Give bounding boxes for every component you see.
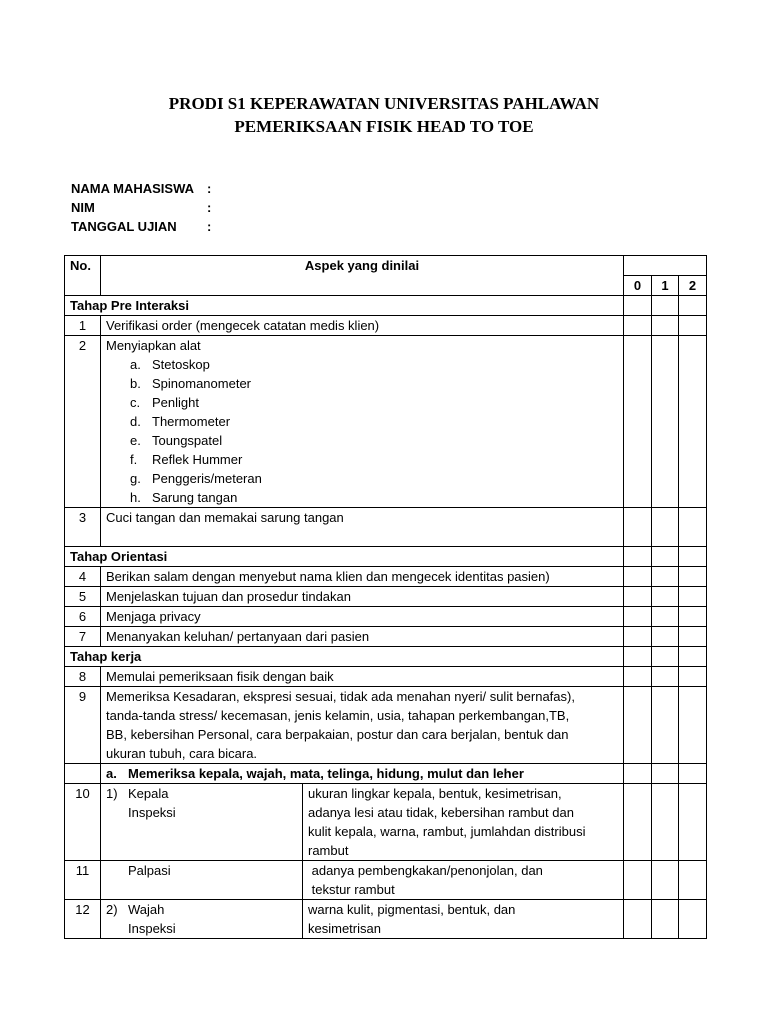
row-number: 4 — [65, 567, 101, 587]
score-cell[interactable] — [679, 336, 707, 508]
score-cell[interactable] — [652, 861, 679, 900]
row-number: 5 — [65, 587, 101, 607]
table-row — [65, 861, 707, 900]
score-cell[interactable] — [652, 587, 679, 607]
student-name-field: NAMA MAHASISWA : — [71, 181, 212, 196]
score-cell[interactable] — [652, 687, 679, 764]
row-number: 6 — [65, 607, 101, 627]
table-row — [65, 587, 707, 607]
score-cell[interactable] — [624, 547, 652, 567]
equipment-item: g. Penggeris/meteran — [130, 471, 262, 486]
score-header-top — [624, 256, 707, 276]
subsection-row — [65, 764, 707, 784]
score-cell[interactable] — [624, 508, 652, 547]
row-aspect: Berikan salam dengan menyebut nama klien dan mengecek identitas pasien) — [101, 567, 624, 587]
row-aspect: Memulai pemeriksaan fisik dengan baik — [101, 667, 624, 687]
row-number: 2 — [65, 336, 101, 508]
score-cell[interactable] — [652, 784, 679, 861]
student-name-label: NAMA MAHASISWA — [71, 181, 195, 196]
score-cell[interactable] — [624, 861, 652, 900]
equipment-heading: Menyiapkan alat — [106, 338, 201, 353]
score-cell[interactable] — [679, 764, 707, 784]
equipment-item: c. Penlight — [130, 395, 199, 410]
equipment-item: h. Sarung tangan — [130, 490, 238, 505]
table-row — [65, 336, 707, 508]
score-cell[interactable] — [624, 784, 652, 861]
score-cell[interactable] — [679, 627, 707, 647]
row-number: 8 — [65, 667, 101, 687]
score-cell[interactable] — [624, 607, 652, 627]
row-number: 10 — [65, 784, 101, 861]
score-cell[interactable] — [624, 900, 652, 939]
section-pre-interaksi: Tahap Pre Interaksi — [65, 296, 624, 316]
score-cell[interactable] — [652, 627, 679, 647]
score-cell[interactable] — [679, 296, 707, 316]
table-row — [65, 567, 707, 587]
row-number: 11 — [65, 861, 101, 900]
equipment-item: d. Thermometer — [130, 414, 231, 429]
score-cell[interactable] — [624, 647, 652, 667]
row-aspect: Verifikasi order (mengecek catatan medis klien) — [101, 316, 624, 336]
row-aspect: Cuci tangan dan memakai sarung tangan — [101, 508, 624, 547]
nim-field: NIM : — [71, 200, 212, 215]
score-cell[interactable] — [652, 547, 679, 567]
equipment-item: f. Reflek Hummer — [130, 452, 243, 467]
score-cell[interactable] — [624, 667, 652, 687]
row-number — [65, 764, 101, 784]
score-cell[interactable] — [652, 647, 679, 667]
score-0-header: 0 — [624, 276, 652, 296]
score-cell[interactable] — [624, 764, 652, 784]
exam-date-label: TANGGAL UJIAN — [71, 219, 177, 234]
equipment-item: b. Spinomanometer — [130, 376, 251, 391]
table-row — [65, 607, 707, 627]
score-cell[interactable] — [679, 667, 707, 687]
score-cell[interactable] — [679, 784, 707, 861]
row-aspect-title: 2) Wajah Inspeksi — [101, 900, 303, 939]
score-cell[interactable] — [624, 336, 652, 508]
equipment-item: e. Toungspatel — [130, 433, 223, 448]
score-cell[interactable] — [624, 587, 652, 607]
row-number: 3 — [65, 508, 101, 547]
table-row — [65, 627, 707, 647]
score-cell[interactable] — [652, 900, 679, 939]
score-cell[interactable] — [652, 508, 679, 547]
score-cell[interactable] — [652, 667, 679, 687]
score-cell[interactable] — [624, 296, 652, 316]
score-cell[interactable] — [624, 316, 652, 336]
row-aspect-title: 1) Kepala Inspeksi — [101, 784, 303, 861]
score-cell[interactable] — [679, 647, 707, 667]
nim-label: NIM — [71, 200, 95, 215]
score-cell[interactable] — [679, 316, 707, 336]
row-aspect: Menjelaskan tujuan dan prosedur tindakan — [101, 587, 624, 607]
score-cell[interactable] — [652, 607, 679, 627]
section-orientasi: Tahap Orientasi — [65, 547, 624, 567]
section-kerja: Tahap kerja — [65, 647, 624, 667]
table-row — [65, 687, 707, 764]
table-row — [65, 900, 707, 939]
table-row — [65, 667, 707, 687]
score-cell[interactable] — [652, 316, 679, 336]
row-number: 12 — [65, 900, 101, 939]
score-2-header: 2 — [679, 276, 707, 296]
score-cell[interactable] — [679, 861, 707, 900]
score-cell[interactable] — [652, 296, 679, 316]
section-row — [65, 296, 707, 316]
score-cell[interactable] — [679, 547, 707, 567]
table-row — [65, 508, 707, 547]
row-aspect: Menanyakan keluhan/ pertanyaan dari pasien — [101, 627, 624, 647]
score-cell[interactable] — [679, 900, 707, 939]
assessment-table — [64, 255, 707, 939]
score-cell[interactable] — [652, 764, 679, 784]
score-cell[interactable] — [624, 687, 652, 764]
table-row — [65, 316, 707, 336]
score-cell[interactable] — [679, 567, 707, 587]
row-number: 7 — [65, 627, 101, 647]
section-row — [65, 647, 707, 667]
score-1-header: 1 — [652, 276, 679, 296]
score-cell[interactable] — [652, 336, 679, 508]
row-aspect: Menjaga privacy — [101, 607, 624, 627]
row-number: 1 — [65, 316, 101, 336]
col-aspect-header: Aspek yang dinilai — [101, 256, 624, 296]
score-cell[interactable] — [679, 687, 707, 764]
row-number: 9 — [65, 687, 101, 764]
score-cell[interactable] — [624, 627, 652, 647]
score-cell[interactable] — [679, 607, 707, 627]
row-aspect-title: Palpasi — [101, 861, 303, 900]
score-cell[interactable] — [679, 587, 707, 607]
row-aspect: Memeriksa Kesadaran, ekspresi sesuai, tidak ada menahan nyeri/ sulit bernafas), tanda-tanda stress/ kecemasan, jenis kelamin, usia, tahapan perkembangan,TB, BB, kebersihan Personal, cara berpakaian, postur dan cara berjalan, bentuk dan ukuran tubuh, cara bicara. — [101, 687, 624, 764]
section-row — [65, 547, 707, 567]
score-cell[interactable] — [679, 508, 707, 547]
exam-date-field: TANGGAL UJIAN : — [71, 219, 212, 234]
table-row — [65, 784, 707, 861]
col-no-header: No. — [65, 256, 101, 296]
row-aspect — [101, 336, 624, 508]
score-cell[interactable] — [624, 567, 652, 587]
table-header-row — [65, 256, 707, 276]
row-aspect-description: ukuran lingkar kepala, bentuk, kesimetrisan, adanya lesi atau tidak, kebersihan rambut dan kulit kepala, warna, rambut, jumlahdan distribusi rambut — [303, 784, 624, 861]
subsection-heading: a. Memeriksa kepala, wajah, mata, telinga, hidung, mulut dan leher — [101, 764, 624, 784]
equipment-item: a. Stetoskop — [130, 357, 210, 372]
score-cell[interactable] — [652, 567, 679, 587]
row-aspect-description: warna kulit, pigmentasi, bentuk, dan kesimetrisan — [303, 900, 624, 939]
document-title: PRODI S1 KEPERAWATAN UNIVERSITAS PAHLAWAN — [168, 94, 600, 113]
document-subtitle: PEMERIKSAAN FISIK HEAD TO TOE — [234, 117, 534, 136]
row-aspect-description: adanya pembengkakan/penonjolan, dan tekstur rambut — [303, 861, 624, 900]
